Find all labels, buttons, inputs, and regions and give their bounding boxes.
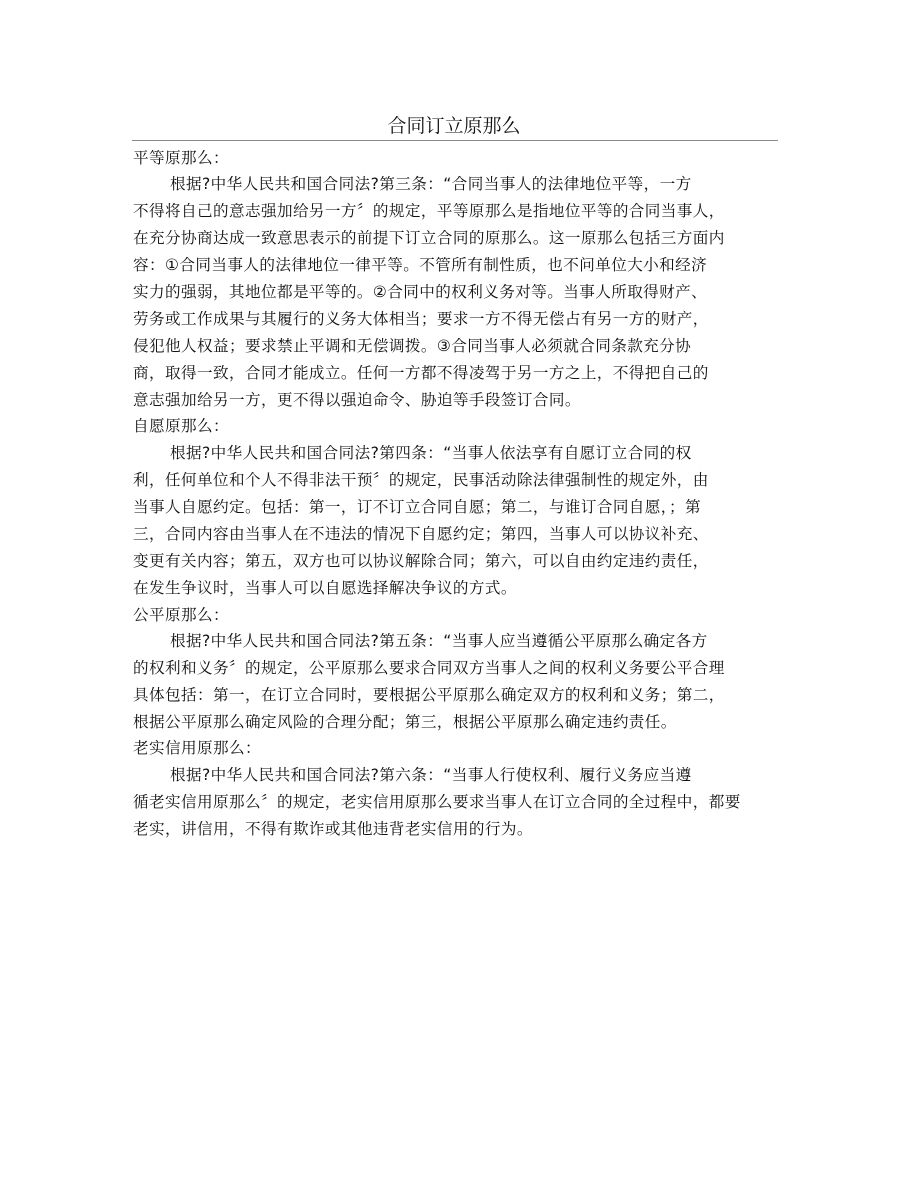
paragraph-line: 的权利和义务〞的规定，公平原那么要求合同双方当事人之间的权利义务要公平合理: [133, 659, 725, 677]
paragraph-line: 具体包括：第一，在订立合同时，要根据公平原那么确定双方的权利和义务；第二，: [133, 686, 725, 704]
paragraph-line: 容：①合同当事人的法律地位一律平等。不管所有制性质，也不问单位大小和经济: [133, 256, 708, 274]
paragraph-line: 利，任何单位和个人不得非法干预〞的规定，民事活动除法律强制性的规定外，由: [133, 471, 709, 489]
section-heading-good-faith: 老实信用原那么：: [133, 739, 261, 757]
title-divider: [132, 140, 778, 141]
paragraph-line: 根据?中华人民共和国合同法?第三条：“合同当事人的法律地位平等，一方: [170, 175, 692, 193]
paragraph-line: 侵犯他人权益；要求禁止平调和无偿调拨。③合同当事人必须就合同条款充分协: [133, 337, 692, 355]
paragraph-line: 实力的强弱，其地位都是平等的。②合同中的权利义务对等。当事人所取得财产、: [133, 283, 708, 301]
paragraph-line: 根据公平原那么确定风险的合理分配；第三，根据公平原那么确定违约责任。: [133, 713, 677, 731]
paragraph-line: 意志强加给另一方，更不得以强迫命令、胁迫等手段签订合同。: [133, 391, 581, 409]
page-title: 合同订立原那么: [387, 115, 521, 137]
paragraph-line: 变更有关内容；第五，双方也可以协议解除合同；第六，可以自由约定违约责任，: [133, 552, 709, 570]
paragraph-line: 循老实信用原那么〞的规定，老实信用原那么要求当事人在订立合同的全过程中，都要: [133, 793, 741, 811]
paragraph-line: 三，合同内容由当事人在不违法的情况下自愿约定；第四，当事人可以协议补充、: [133, 525, 709, 543]
paragraph-line: 不得将自己的意志强加给另一方〞的规定，平等原那么是指地位平等的合同当事人，: [133, 202, 725, 220]
paragraph-line: 根据?中华人民共和国合同法?第六条：“当事人行使权利、履行义务应当遵: [170, 766, 692, 784]
section-heading-fairness: 公平原那么：: [133, 606, 229, 624]
paragraph-line: 根据?中华人民共和国合同法?第四条：“当事人依法享有自愿订立合同的权: [170, 444, 692, 462]
section-heading-voluntariness: 自愿原那么：: [133, 417, 229, 435]
paragraph-line: 劳务或工作成果与其履行的义务大体相当；要求一方不得无偿占有另一方的财产，: [133, 310, 709, 328]
paragraph-line: 在发生争议时，当事人可以自愿选择解决争议的方式。: [133, 579, 517, 597]
paragraph-line: 在充分协商达成一致意思表示的前提下订立合同的原那么。这一原那么包括三方面内: [133, 229, 725, 247]
paragraph-line: 根据?中华人民共和国合同法?第五条：“当事人应当遵循公平原那么确定各方: [170, 632, 708, 650]
paragraph-line: 当事人自愿约定。包括：第一，订不订立合同自愿；第二，与谁订合同自愿，；第: [133, 498, 701, 516]
section-heading-equality: 平等原那么：: [133, 149, 229, 167]
paragraph-line: 商，取得一致，合同才能成立。任何一方都不得凌驾于另一方之上，不得把自己的: [133, 364, 709, 382]
paragraph-line: 老实，讲信用，不得有欺诈或其他违背老实信用的行为。: [133, 820, 533, 838]
